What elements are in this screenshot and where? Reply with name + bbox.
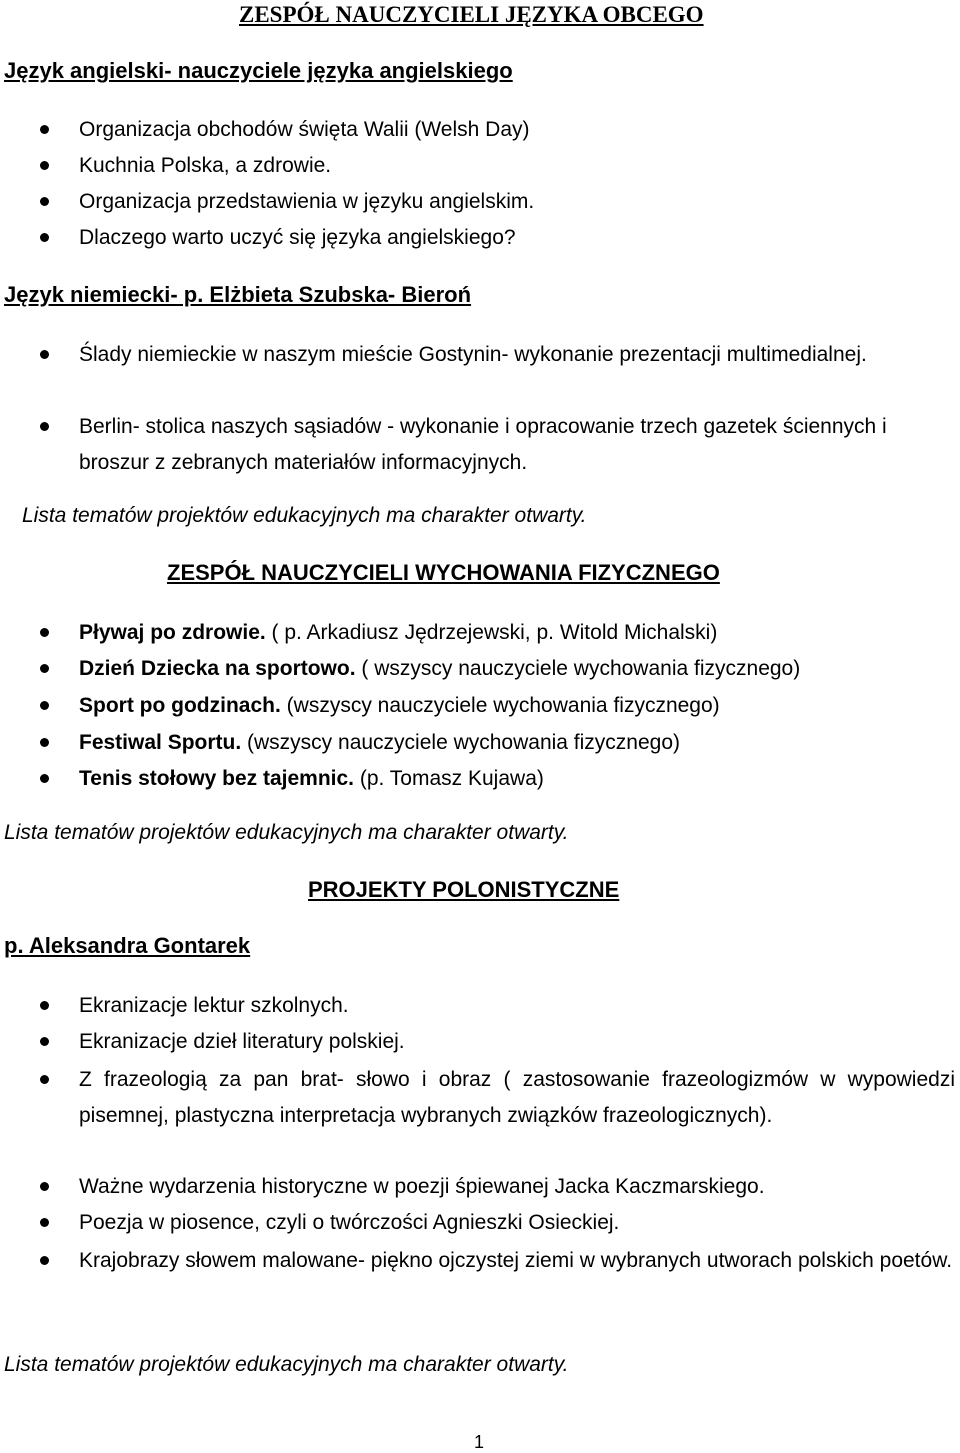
list-item-text: Kuchnia Polska, a zdrowie. bbox=[79, 154, 332, 177]
bullet-icon bbox=[40, 761, 50, 797]
list-item-text bbox=[79, 688, 955, 724]
bullet-icon bbox=[40, 1024, 50, 1060]
bullet-icon bbox=[40, 184, 50, 220]
bullet-icon bbox=[40, 615, 50, 651]
list-item-text: Ekranizacje dzieł literatury polskiej. bbox=[79, 1030, 405, 1053]
list-item-text: Ważne wydarzenia historyczne w poezji śpiewanej Jacka Kaczmarskiego. bbox=[79, 1175, 765, 1198]
pe-section-heading: ZESPÓŁ NAUCZYCIELI WYCHOWANIA FIZYCZNEGO bbox=[167, 560, 720, 585]
bullet-icon bbox=[40, 409, 50, 445]
project-title: Pływaj po zdrowie. bbox=[79, 621, 266, 644]
polish-section-heading: PROJEKTY POLONISTYCZNE bbox=[308, 877, 620, 902]
polish-note: Lista tematów projektów edukacyjnych ma charakter otwarty. bbox=[4, 1353, 569, 1376]
project-title: Sport po godzinach. bbox=[79, 694, 281, 717]
bullet-icon bbox=[40, 688, 50, 724]
german-section-heading: Język niemiecki- p. Elżbieta Szubska- Bieroń bbox=[4, 282, 472, 307]
pe-note: Lista tematów projektów edukacyjnych ma charakter otwarty. bbox=[4, 821, 569, 844]
list-item-text: Organizacja obchodów święta Walii (Welsh Day) bbox=[79, 118, 530, 141]
project-title: Dzień Dziecka na sportowo. bbox=[79, 657, 356, 680]
bullet-icon bbox=[40, 337, 50, 373]
list-item-text: Z frazeologią za pan brat- słowo i obraz ( zastosowanie frazeologizmów w wypowiedzi pisemnej, plastyczna interpretacja wybranych związków frazeologicznych). bbox=[79, 1068, 955, 1127]
english-section-heading: Język angielski- nauczyciele języka angielskiego bbox=[4, 58, 513, 83]
polish-teacher: p. Aleksandra Gontarek bbox=[4, 933, 251, 958]
list-item-text bbox=[79, 615, 955, 651]
project-teacher: ( p. Arkadiusz Jędrzejewski, p. Witold Michalski) bbox=[265, 621, 718, 644]
list-item-text: Organizacja przedstawienia w języku angielskim. bbox=[79, 190, 535, 213]
bullet-icon bbox=[40, 1169, 50, 1205]
list-item-text: Ślady niemieckie w naszym mieście Gostynin- wykonanie prezentacji multimedialnej. bbox=[79, 343, 867, 366]
project-teacher: (p. Tomasz Kujawa) bbox=[354, 767, 544, 790]
bullet-icon bbox=[40, 220, 50, 256]
project-title: Tenis stołowy bez tajemnic. bbox=[79, 767, 355, 790]
bullet-icon bbox=[40, 725, 50, 761]
list-item-text: Krajobrazy słowem malowane- piękno ojczystej ziemi w wybranych utworach polskich poetów. bbox=[79, 1249, 953, 1272]
list-item-text: Ekranizacje lektur szkolnych. bbox=[79, 994, 349, 1017]
bullet-icon bbox=[40, 651, 50, 687]
list-item-text bbox=[79, 761, 955, 797]
list-item-text: Poezja w piosence, czyli o twórczości Agnieszki Osieckiej. bbox=[79, 1211, 620, 1234]
list-item-text: Berlin- stolica naszych sąsiadów - wykonanie i opracowanie trzech gazetek ściennych i broszur z zebranych materiałów informacyjnych. bbox=[79, 415, 887, 474]
german-note: Lista tematów projektów edukacyjnych ma charakter otwarty. bbox=[22, 504, 587, 527]
project-teacher: (wszyscy nauczyciele wychowania fizycznego) bbox=[280, 694, 720, 717]
project-teacher: ( wszyscy nauczyciele wychowania fizycznego) bbox=[355, 657, 801, 680]
list-item-text bbox=[79, 725, 955, 761]
page-title: ZESPÓŁ NAUCZYCIELI JĘZYKA OBCEGO bbox=[239, 2, 704, 27]
bullet-icon bbox=[40, 1205, 50, 1241]
list-item-text bbox=[79, 651, 955, 687]
project-teacher: (wszyscy nauczyciele wychowania fizycznego) bbox=[241, 731, 681, 754]
bullet-icon bbox=[40, 148, 50, 184]
project-title: Festiwal Sportu. bbox=[79, 731, 242, 754]
bullet-icon bbox=[40, 988, 50, 1024]
list-item-text: Dlaczego warto uczyć się języka angielskiego? bbox=[79, 226, 516, 249]
bullet-icon bbox=[40, 1062, 50, 1098]
bullet-icon bbox=[40, 112, 50, 148]
page-number: 1 bbox=[474, 1432, 485, 1452]
bullet-icon bbox=[40, 1243, 50, 1279]
